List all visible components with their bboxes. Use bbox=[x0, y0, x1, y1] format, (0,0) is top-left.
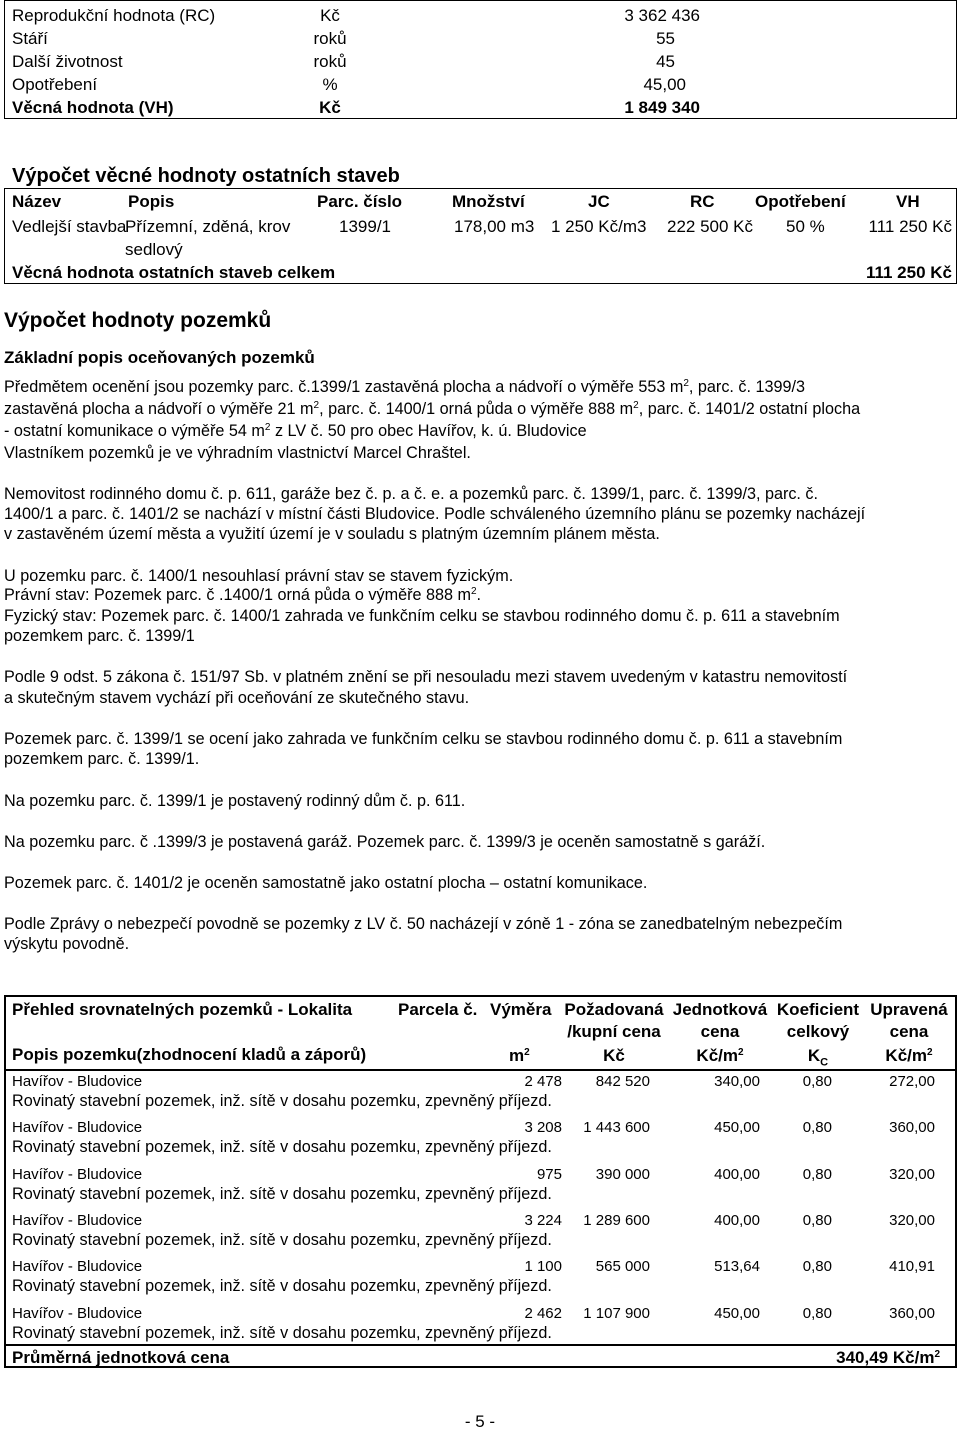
row-jednotkova: 450,00 bbox=[714, 1119, 760, 1136]
row-vymera: 3 224 bbox=[524, 1212, 562, 1229]
row-jednotkova: 450,00 bbox=[714, 1305, 760, 1322]
row-upravena: 320,00 bbox=[889, 1166, 935, 1183]
col-header-jc: JC bbox=[588, 192, 610, 211]
table-border bbox=[4, 1344, 957, 1346]
text-line: v zastavěném území města a využití území je v souladu s platným územním plánem města. bbox=[4, 525, 660, 543]
row-popis: Rovinatý stavební pozemek, inž. sítě v dosahu pozemku, zpevněný příjezd. bbox=[12, 1092, 552, 1110]
table-border bbox=[4, 188, 957, 189]
header-koeficient: Koeficient bbox=[776, 1000, 860, 1019]
row-koeficient: 0,80 bbox=[802, 1212, 832, 1229]
text-line: 1400/1 a parc. č. 1401/2 se nachází v místní části Bludovice. Podle schváleného územního plánu se pozemky nacházejí bbox=[4, 505, 866, 523]
header-vymera: Výměra bbox=[490, 1000, 552, 1019]
table-border bbox=[4, 283, 957, 284]
row-value: 3 362 436 bbox=[624, 6, 700, 25]
col-header-vh: VH bbox=[896, 192, 920, 211]
land-paragraph-6: Na pozemku parc. č. 1399/1 je postavený rodinný dům č. p. 611. bbox=[4, 792, 466, 810]
row-vymera: 2 478 bbox=[524, 1073, 562, 1090]
header-jednotkova-unit: $Kč/m^2$ bbox=[696, 1046, 744, 1065]
row-lokalita: Havířov - Bludovice bbox=[12, 1073, 143, 1090]
cell-mnozstvi: 178,00 m3 bbox=[454, 217, 535, 236]
land-title: Výpočet hodnoty pozemků bbox=[4, 309, 272, 332]
row-value: 55 bbox=[656, 29, 675, 48]
table-border bbox=[4, 188, 5, 284]
col-header-parc: Parc. číslo bbox=[317, 192, 403, 211]
row-value: 45 bbox=[656, 52, 675, 71]
header-koeficient-unit: $K_C$ bbox=[807, 1046, 829, 1069]
cell-nazev: Vedlejší stavba bbox=[12, 217, 127, 236]
cell-parc: 1399/1 bbox=[339, 217, 391, 236]
row-koeficient: 0,80 bbox=[802, 1119, 832, 1136]
cell-popis: Přízemní, zděná, krov bbox=[125, 217, 291, 236]
row-jednotkova: 400,00 bbox=[714, 1166, 760, 1183]
row-lokalita: Havířov - Bludovice bbox=[12, 1258, 143, 1275]
section-title: Výpočet věcné hodnoty ostatních staveb bbox=[12, 165, 400, 187]
row-vymera: 975 bbox=[536, 1166, 562, 1183]
row-koeficient: 0,80 bbox=[802, 1166, 832, 1183]
row-lokalita: Havířov - Bludovice bbox=[12, 1119, 143, 1136]
cell-opotrebeni: 50 % bbox=[786, 217, 825, 236]
row-cena: 565 000 bbox=[595, 1258, 650, 1275]
row-koeficient: 0,80 bbox=[802, 1305, 832, 1322]
row-value: 45,00 bbox=[643, 75, 686, 94]
row-lokalita: Havířov - Bludovice bbox=[12, 1212, 143, 1229]
total-label: Věcná hodnota ostatních staveb celkem bbox=[12, 263, 336, 282]
row-jednotkova: 340,00 bbox=[714, 1073, 760, 1090]
row-upravena: 410,91 bbox=[889, 1258, 935, 1275]
row-unit: % bbox=[322, 75, 338, 94]
table-border bbox=[4, 0, 5, 119]
row-unit: roků bbox=[313, 52, 347, 71]
col-header-mnozstvi: Množství bbox=[452, 192, 525, 211]
row-cena: 1 289 600 bbox=[583, 1212, 650, 1229]
header-pozadovana-2: /kupní cena bbox=[567, 1022, 661, 1041]
text-line: Fyzický stav: Pozemek parc. č. 1400/1 zahrada ve funkčním celku se stavbou rodinného domu č. p. 611 a stavebním bbox=[4, 607, 840, 625]
text-line: výskytu povodně. bbox=[4, 935, 130, 953]
land-paragraph-7: Na pozemku parc. č .1399/3 je postavená garáž. Pozemek parc. č. 1399/3 je oceněn samostatně s garáží. bbox=[4, 833, 766, 851]
row-cena: 842 520 bbox=[595, 1073, 650, 1090]
cell-jc: 1 250 Kč/m3 bbox=[551, 217, 647, 236]
header-lokalita: Přehled srovnatelných pozemků - Lokalita bbox=[12, 1000, 353, 1019]
row-vymera: 3 208 bbox=[524, 1119, 562, 1136]
text-line: Pozemek parc. č. 1399/1 se ocení jako zahrada ve funkčním celku se stavbou rodinného domu č. p. 611 a stavebním bbox=[4, 730, 843, 748]
table-border bbox=[4, 118, 957, 119]
total-value: 111 250 Kč bbox=[865, 263, 952, 282]
row-unit: Kč bbox=[320, 6, 340, 25]
text-line: Vlastníkem pozemků je ve výhradním vlastnictví Marcel Chraštel. bbox=[4, 444, 471, 462]
header-upravena: Upravená bbox=[870, 1000, 948, 1019]
row-popis: Rovinatý stavební pozemek, inž. sítě v dosahu pozemku, zpevněný příjezd. bbox=[12, 1138, 552, 1156]
table-border bbox=[4, 0, 957, 1]
text-line: pozemkem parc. č. 1399/1 bbox=[4, 627, 195, 645]
row-koeficient: 0,80 bbox=[802, 1258, 832, 1275]
header-pozadovana-unit: Kč bbox=[603, 1046, 625, 1065]
row-unit: Kč bbox=[319, 98, 341, 117]
row-cena: 1 443 600 bbox=[583, 1119, 650, 1136]
row-lokalita: Havířov - Bludovice bbox=[12, 1166, 143, 1183]
header-upravena-unit: $Kč/m^2$ bbox=[885, 1046, 933, 1065]
cell-rc: 222 500 Kč bbox=[667, 217, 754, 236]
row-popis: Rovinatý stavební pozemek, inž. sítě v dosahu pozemku, zpevněný příjezd. bbox=[12, 1277, 552, 1295]
text-line: Nemovitost rodinného domu č. p. 611, garáže bez č. p. a č. e. a pozemků parc. č. 1399/1, parc. č. 1399/3, parc. č. bbox=[4, 485, 819, 503]
table-border bbox=[956, 188, 957, 284]
cell-popis-cont: sedlový bbox=[125, 240, 183, 259]
col-header-popis: Popis bbox=[128, 192, 175, 211]
text-line: a skutečným stavem vychází při oceňování ze skutečného stavu. bbox=[4, 689, 470, 707]
row-label: Věcná hodnota (VH) bbox=[12, 98, 174, 117]
col-header-opotrebeni: Opotřebení bbox=[755, 192, 846, 211]
row-popis: Rovinatý stavební pozemek, inž. sítě v dosahu pozemku, zpevněný příjezd. bbox=[12, 1231, 552, 1249]
row-popis: Rovinatý stavební pozemek, inž. sítě v dosahu pozemku, zpevněný příjezd. bbox=[12, 1185, 552, 1203]
table-border bbox=[4, 995, 6, 1368]
header-jednotkova-2: cena bbox=[700, 1022, 740, 1041]
text-line: - ostatní komunikace o výměře 54 $m^2$ z LV č. 50 pro obec Havířov, k. ú. Bludovice bbox=[4, 422, 587, 440]
land-subtitle: Základní popis oceňovaných pozemků bbox=[4, 348, 315, 367]
row-upravena: 320,00 bbox=[889, 1212, 935, 1229]
table-border bbox=[4, 995, 957, 997]
row-vymera: 2 462 bbox=[524, 1305, 562, 1322]
row-label: Další životnost bbox=[12, 52, 123, 71]
header-jednotkova: Jednotková bbox=[672, 1000, 768, 1019]
row-upravena: 360,00 bbox=[889, 1305, 935, 1322]
row-label: Reprodukční hodnota (RC) bbox=[12, 6, 216, 25]
row-jednotkova: 513,64 bbox=[714, 1258, 760, 1275]
table-border bbox=[955, 995, 957, 1368]
average-label: Průměrná jednotková cena bbox=[12, 1348, 230, 1367]
text-line: pozemkem parc. č. 1399/1. bbox=[4, 750, 200, 768]
average-value: 340,49 $Kč/m^2$ bbox=[836, 1348, 940, 1367]
col-header-rc: RC bbox=[690, 192, 715, 211]
text-line: Předmětem ocenění jsou pozemky parc. č.1399/1 zastavěná plocha a nádvoří o výměře 553 $m^2$, parc. č. 1399/3 bbox=[4, 378, 806, 396]
table-border bbox=[956, 0, 957, 119]
text-line: zastavěná plocha a nádvoří o výměře 21 $m^2$, parc. č. 1400/1 orná půda o výměře 888 $m^2$, parc. č. 1401/2 ostatní plocha bbox=[4, 400, 861, 418]
page-number: - 5 - bbox=[464, 1412, 496, 1431]
land-paragraph-8: Pozemek parc. č. 1401/2 je oceněn samostatně jako ostatní plocha – ostatní komunikace. bbox=[4, 874, 648, 892]
row-popis: Rovinatý stavební pozemek, inž. sítě v dosahu pozemku, zpevněný příjezd. bbox=[12, 1324, 552, 1342]
row-vymera: 1 100 bbox=[524, 1258, 562, 1275]
row-cena: 390 000 bbox=[595, 1166, 650, 1183]
text-line: Podle 9 odst. 5 zákona č. 151/97 Sb. v platném znění se při nesouladu mezi stavem uvedeným v katastru nemovitostí bbox=[4, 668, 848, 686]
row-label: Stáří bbox=[12, 29, 48, 48]
row-jednotkova: 400,00 bbox=[714, 1212, 760, 1229]
row-upravena: 360,00 bbox=[889, 1119, 935, 1136]
text-line: Právní stav: Pozemek parc. č .1400/1 orná půda o výměře 888 $m^2$. bbox=[4, 586, 482, 604]
row-upravena: 272,00 bbox=[889, 1073, 935, 1090]
row-lokalita: Havířov - Bludovice bbox=[12, 1305, 143, 1322]
row-label: Opotřebení bbox=[12, 75, 98, 94]
cell-vh: 111 250 Kč bbox=[868, 217, 952, 236]
header-koeficient-2: celkový bbox=[786, 1022, 850, 1041]
row-koeficient: 0,80 bbox=[802, 1073, 832, 1090]
row-cena: 1 107 900 bbox=[583, 1305, 650, 1322]
header-vymera-unit: $m^2$ bbox=[509, 1046, 530, 1065]
header-parcela: Parcela č. bbox=[398, 1000, 478, 1019]
row-value: 1 849 340 bbox=[624, 98, 700, 117]
header-popis: Popis pozemku(zhodnocení kladů a záporů) bbox=[12, 1045, 367, 1064]
col-header-nazev: Název bbox=[12, 192, 62, 211]
row-unit: roků bbox=[313, 29, 347, 48]
text-line: Podle Zprávy o nebezpečí povodně se pozemky z LV č. 50 nacházejí v zóně 1 - zóna se zanedbatelným nebezpečím bbox=[4, 915, 843, 933]
header-upravena-2: cena bbox=[889, 1022, 929, 1041]
text-line: U pozemku parc. č. 1400/1 nesouhlasí právní stav se stavem fyzickým. bbox=[4, 567, 514, 585]
header-pozadovana: Požadovaná bbox=[564, 1000, 664, 1019]
